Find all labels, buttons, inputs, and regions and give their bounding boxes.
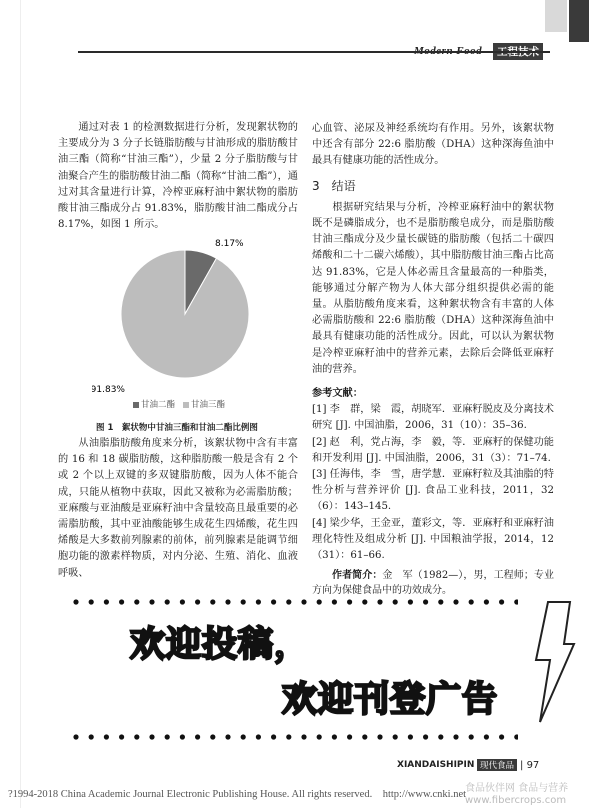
pie-chart: [92, 226, 286, 396]
pie-data-label-0: 8.17%: [215, 239, 244, 249]
divider-dot: [225, 599, 230, 604]
divider-dot: [256, 599, 261, 604]
corner-decoration-light: [545, 0, 567, 32]
watermark-line-1: 食品伙伴网 食品与营养: [465, 783, 569, 794]
paragraph-continued: 心血管、泌尿及神经系统均有作用。另外，该絮状物中还含有部分 22:6 脂肪酸（DHA）这种深海鱼油中最具有健康功能的活性成分。: [312, 123, 554, 167]
divider-dot: [347, 599, 352, 604]
header-rule: [78, 51, 550, 53]
divider-dot: [377, 734, 382, 739]
legend-label-0: 甘油二酯: [141, 400, 176, 410]
divider-dot: [73, 599, 78, 604]
pie-data-label-1: 91.83%: [92, 385, 125, 395]
divider-dot: [377, 599, 382, 604]
page-number: [520, 760, 539, 771]
divider-dot: [256, 734, 261, 739]
divider-dot: [393, 599, 398, 604]
divider-dot: [453, 599, 458, 604]
divider-dot: [180, 599, 185, 604]
legend-item-1: [183, 398, 225, 410]
reference-item: [2] 赵 利，党占海，李 毅，等．亚麻籽的保健功能和开发利用 [J]. 中国油脂，2006，31（3）：71–74.: [312, 436, 554, 464]
divider-dot: [89, 599, 94, 604]
footer-magazine-name: XIANDAISHIPIN: [397, 760, 475, 770]
divider-dot: [119, 599, 124, 604]
divider-dot: [453, 734, 458, 739]
divider-dot: [301, 734, 306, 739]
divider-dot: [73, 734, 78, 739]
divider-dot: [362, 734, 367, 739]
divider-dot: [180, 734, 185, 739]
copyright-notice: ?1994-2018 China Academic Journal Electronic Publishing House. All rights reserved. http://www.cnki.net: [8, 789, 467, 800]
divider-dot: [165, 599, 170, 604]
divider-dot: [423, 599, 428, 604]
divider-dot: [89, 734, 94, 739]
divider-dot: [484, 599, 489, 604]
divider-dot: [195, 599, 200, 604]
lightning-arrow-icon: [520, 600, 580, 725]
divider-dot: [438, 734, 443, 739]
divider-dot: [408, 734, 413, 739]
divider-dot: [499, 734, 504, 739]
page-edge-rule: [20, 0, 21, 808]
divider-dot: [210, 734, 215, 739]
dotted-divider-top: [72, 598, 518, 606]
reference-item: [1] 李 群，梁 霞，胡晓军．亚麻籽脱皮及分离技术研究 [J]. 中国油脂，2006，31（10）：35–36.: [312, 404, 554, 432]
right-column: [312, 121, 554, 598]
divider-dot: [362, 599, 367, 604]
corner-decoration-dark: [569, 0, 589, 42]
divider-dot: [134, 734, 139, 739]
divider-dot: [301, 599, 306, 604]
reference-item: [4] 梁少华，王金亚，董彩文，等．亚麻籽和亚麻籽油理化特性及组成分析 [J]. 中国粮油学报，2014，12（31）：61–66.: [312, 517, 554, 562]
footer-magazine-tag: 现代食品: [477, 759, 517, 771]
divider-dot: [195, 734, 200, 739]
paragraph-analysis: 通过对表 1 的检测数据进行分析，发现絮状物的主要成分为 3 分子长链脂肪酸与甘油形成的脂肪酸甘油三酯（简称“甘油三酯”），少量 2 分子脂肪酸与甘油聚合产生的脂肪酸甘油二酯（简称“甘油二酯”），通过对其含量进行计算，冷榨亚麻籽油中絮状物的脂肪酸甘油三酯成分占 91.83%，脂肪酸甘油二酯成分占 8.17%，如图 1 所示。: [58, 122, 298, 231]
watermark-line-2: www.fibercrops.com: [465, 795, 567, 806]
legend-label-1: 甘油三酯: [191, 400, 226, 410]
divider-dot: [423, 734, 428, 739]
divider-dot: [149, 734, 154, 739]
divider-dot: [104, 599, 109, 604]
divider-dot: [225, 734, 230, 739]
author-bio: [312, 568, 554, 598]
left-column-top: [58, 120, 298, 233]
divider-dot: [134, 599, 139, 604]
figure-caption: 图 1 絮状物中甘油三酯和甘油二酯比例图: [96, 423, 258, 433]
divider-dot: [317, 734, 322, 739]
divider-dot: [271, 599, 276, 604]
divider-dot: [241, 599, 246, 604]
pie-chart-svg: [92, 226, 286, 396]
divider-dot: [165, 734, 170, 739]
watermark: [465, 783, 568, 807]
divider-dot: [408, 599, 413, 604]
divider-dot: [469, 599, 474, 604]
section-label: 工程技术: [493, 43, 543, 60]
banner-line-ads: 欢迎刊登广告: [282, 680, 499, 720]
legend-swatch-1: [183, 402, 189, 408]
divider-dot: [469, 734, 474, 739]
divider-dot: [332, 599, 337, 604]
page-number-value: 97: [526, 760, 540, 771]
section-heading-conclusion: 3 结语: [312, 178, 356, 193]
paragraph-conclusion: 根据研究结果与分析，冷榨亚麻籽油中的絮状物既不是磷脂成分，也不是脂肪酸皂成分，而是脂肪酸甘油三酯成分及少量长碳链的脂肪酸（包括二十碳四烯酸和二十二碳六烯酸），其中脂肪酸甘油三酯占比高达 91.83%，它是人体必需且含量最高的一种脂类，能够通过分解产物为人体大部分组织提供必需的能量。从脂肪酸角度来看，这种絮状物含有丰富的人体必需脂肪酸和 22:6 脂肪酸（DHA）这种深海鱼油中最具有健康功能的活性成分。因此，可以认为絮状物是冷榨亚麻籽油中的营养元素，去除后会降低亚麻籽油的营养。: [312, 201, 554, 375]
author-bio-text: 金 军（1982—），男，工程师；专业方向为保健食品中的功效成分。: [312, 570, 555, 597]
divider-dot: [317, 599, 322, 604]
divider-dot: [484, 734, 489, 739]
left-column-bottom: [58, 436, 298, 582]
divider-dot: [104, 734, 109, 739]
divider-dot: [286, 734, 291, 739]
references-heading: 参考文献：: [312, 388, 363, 400]
divider-dot: [271, 734, 276, 739]
divider-dot: [210, 599, 215, 604]
banner-line-submit: 欢迎投稿，: [130, 625, 311, 665]
journal-name-en: Modern Food: [414, 45, 483, 57]
divider-dot: [149, 599, 154, 604]
page-number-prefix: |: [520, 760, 527, 771]
divider-dot: [347, 734, 352, 739]
divider-dot: [438, 599, 443, 604]
divider-dot: [393, 734, 398, 739]
reference-item: [3] 任海伟，李 雪，唐学慧．亚麻籽粒及其油脂的特性分析与营养评价 [J]. 食品工业科技，2011，32（6）：143–145.: [312, 469, 554, 513]
legend-item-0: [133, 398, 175, 410]
divider-dot: [241, 734, 246, 739]
chart-legend: [133, 398, 225, 410]
legend-swatch-0: [133, 402, 139, 408]
divider-dot: [119, 734, 124, 739]
pie-slice-1: [121, 250, 249, 378]
divider-dot: [332, 734, 337, 739]
divider-dot: [514, 734, 518, 739]
paragraph-fatty-acids: 从油脂脂肪酸角度来分析，该絮状物中含有丰富的 16 和 18 碳脂肪酸，这种脂肪酸一般是含有 2 个或 2 个以上双键的多双键脂肪酸，因为人体不能合成，只能从植物中获取，因此又被称为必需脂肪酸；亚麻酸与亚油酸是亚麻籽油中含量较高且最重要的必需脂肪酸，其中亚油酸能够生成花生四烯酸，花生四烯酸是大多数前列腺素的前体，前列腺素是能调节细胞功能的激素样物质，对内分泌、生殖、消化、血液呼吸、: [58, 438, 298, 579]
author-bio-label: 作者简介：: [332, 570, 383, 582]
divider-dot: [286, 599, 291, 604]
divider-dot: [499, 599, 504, 604]
dotted-divider-bottom: [72, 733, 518, 741]
divider-dot: [514, 599, 518, 604]
